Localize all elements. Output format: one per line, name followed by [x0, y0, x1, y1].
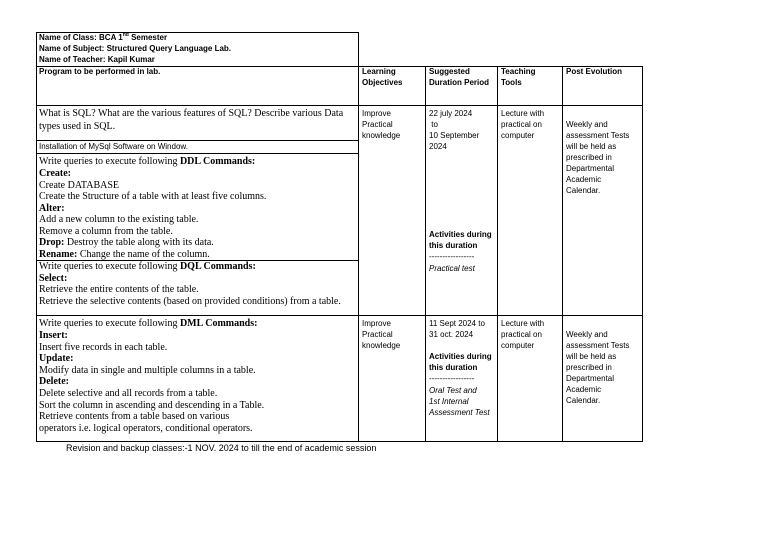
s2-tools-2: practical on: [501, 330, 542, 339]
col-objectives-2: Objectives: [362, 78, 403, 87]
s1-activities-divider: -----------------: [429, 252, 475, 261]
s2-objective-3: knowledge: [362, 341, 401, 350]
s1-activities-2: this duration: [429, 241, 478, 250]
rename-item: Rename: Change the name of the column.: [39, 249, 210, 260]
s1-duration-3: 10 September: [429, 131, 480, 140]
insert-item-1: Insert five records in each table.: [39, 342, 168, 353]
s2-activities-5: Assessment Test: [429, 408, 490, 417]
col-objectives-1: Learning: [362, 67, 396, 76]
s1-tools-3: computer: [501, 131, 535, 140]
insert-heading: Insert:: [39, 330, 68, 341]
s2-post-7: Calendar.: [566, 396, 601, 405]
revision-note: Revision and backup classes:-1 NOV. 2024 to till the end of academic session: [66, 443, 377, 453]
s2-activities-1: Activities during: [429, 352, 492, 361]
s2-activities-divider: -----------------: [429, 374, 475, 383]
s2-post-4: prescribed in: [566, 363, 612, 372]
select-item-1: Retrieve the entire contents of the table.: [39, 284, 199, 295]
update-item-1: Modify data in single and multiple columns in a table.: [39, 365, 256, 376]
alter-item-1: Add a new column to the existing table.: [39, 214, 199, 225]
subject-name: Name of Subject: Structured Query Language Lab.: [39, 44, 232, 53]
s1-tools-1: Lecture with: [501, 109, 545, 118]
s2-activities-3: Oral Test and: [429, 386, 477, 395]
s1-post-3: will be held as: [566, 142, 617, 151]
s2-activities-2: this duration: [429, 363, 478, 372]
col-tools-1: Teaching: [501, 67, 536, 76]
delete-heading: Delete:: [39, 376, 69, 387]
delete-item-2: Sort the column in ascending and descending in a Table.: [39, 400, 265, 411]
sql-question-line-1: What is SQL? What are the various features of SQL? Describe various Data: [39, 108, 344, 119]
delete-item-4: operators i.e. logical operators, conditional operators.: [39, 423, 253, 434]
s1-duration-2: to: [429, 120, 438, 129]
s1-post-4: prescribed in: [566, 153, 612, 162]
s1-post-5: Departmental: [566, 164, 615, 173]
col-post: Post Evolution: [566, 67, 622, 76]
create-heading: Create:: [39, 168, 72, 179]
s2-activities-4: 1st Internal: [429, 397, 469, 406]
delete-item-1: Delete selective and all records from a table.: [39, 388, 218, 399]
update-heading: Update:: [39, 353, 74, 364]
s2-post-6: Academic: [566, 385, 602, 394]
col-duration-2: Duration Period: [429, 78, 490, 87]
ddl-heading: Write queries to execute following DDL Commands:: [39, 156, 256, 167]
s2-post-2: assessment Tests: [566, 341, 630, 350]
col-tools-2: Tools: [501, 78, 522, 87]
col-duration-1: Suggested: [429, 67, 470, 76]
s1-tools-2: practical on: [501, 120, 542, 129]
s1-post-6: Academic: [566, 175, 602, 184]
create-item-1: Create DATABASE: [39, 180, 120, 191]
s1-activities-3: Practical test: [429, 264, 475, 273]
sql-question-line-2: types used in SQL.: [39, 121, 116, 132]
s1-duration-4: 2024: [429, 142, 447, 151]
s2-objective-1: Improve: [362, 319, 391, 328]
s1-post-2: assessment Tests: [566, 131, 630, 140]
s2-post-5: Departmental: [566, 374, 615, 383]
s1-post-1: Weekly and: [566, 120, 608, 129]
s1-activities-1: Activities during: [429, 230, 492, 239]
s2-post-1: Weekly and: [566, 330, 608, 339]
select-heading: Select:: [39, 273, 68, 284]
s2-tools-1: Lecture with: [501, 319, 545, 328]
class-name: Name of Class: BCA 1nd Semester: [39, 32, 168, 42]
s1-objective-1: Improve: [362, 109, 391, 118]
s1-objective-3: knowledge: [362, 131, 401, 140]
s2-post-3: will be held as: [566, 352, 617, 361]
col-program: Program to be performed in lab.: [39, 67, 161, 76]
s1-duration-1: 22 july 2024: [429, 109, 473, 118]
delete-item-3: Retrieve contents from a table based on various: [39, 411, 230, 422]
install-mysql: Installation of MySql Software on Window.: [39, 142, 188, 151]
drop-item: Drop: Destroy the table along with its data.: [39, 237, 214, 248]
alter-item-2: Remove a column from the table.: [39, 226, 173, 237]
s2-duration-1: 11 Sept 2024 to: [429, 319, 485, 328]
s1-post-7: Calendar.: [566, 186, 601, 195]
create-item-2: Create the Structure of a table with at least five columns.: [39, 191, 267, 202]
dml-heading: Write queries to execute following DML Commands:: [39, 318, 258, 329]
alter-heading: Alter:: [39, 203, 65, 214]
s1-objective-2: Practical: [362, 120, 393, 129]
s2-duration-2: 31 oct. 2024: [429, 330, 474, 339]
select-item-2: Retrieve the selective contents (based on provided conditions) from a table.: [39, 296, 341, 307]
s2-objective-2: Practical: [362, 330, 393, 339]
dql-heading: Write queries to execute following DQL Commands:: [39, 261, 256, 272]
s2-tools-3: computer: [501, 341, 535, 350]
teacher-name: Name of Teacher: Kapil Kumar: [39, 55, 155, 64]
